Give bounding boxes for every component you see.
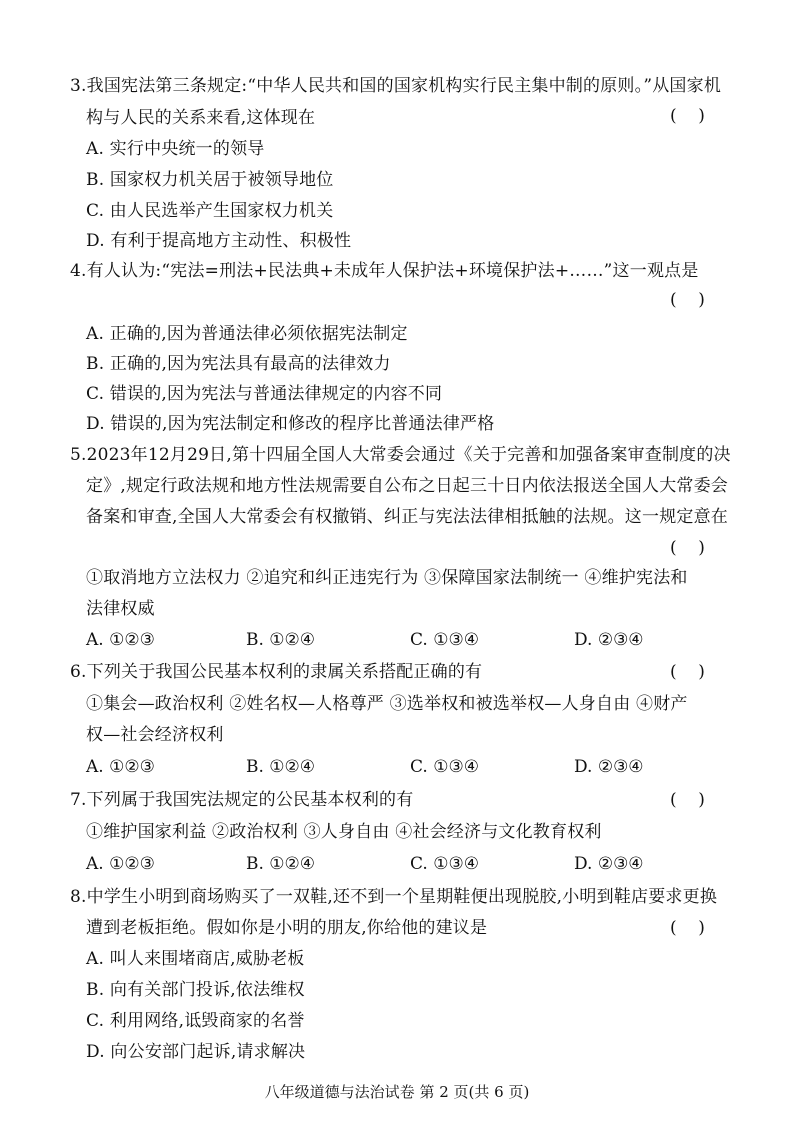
q4-option-b: B. 正确的,因为宪法具有最高的法律效力 — [86, 354, 391, 374]
q5-option-c: C. ①③④ — [410, 630, 479, 650]
q5-items-line2: 法律权威 — [86, 599, 155, 619]
q8-stem-line2: 遭到老板拒绝。假如你是小明的朋友,你给他的建议是 — [86, 918, 488, 938]
q3-answer-paren: ( ) — [670, 106, 705, 126]
q7-option-a: A. ①②③ — [86, 854, 155, 874]
q4-answer-paren: ( ) — [670, 290, 705, 310]
q8-option-c: C. 利用网络,诋毁商家的名誉 — [86, 1011, 305, 1031]
page-footer: 八年级道德与法治试卷 第 2 页(共 6 页) — [264, 1083, 530, 1101]
q7-items-line1: ①维护国家利益 ②政治权利 ③人身自由 ④社会经济与文化教育权利 — [86, 822, 602, 842]
q6-option-d: D. ②③④ — [574, 757, 644, 777]
q4-option-d: D. 错误的,因为宪法制定和修改的程序比普通法律严格 — [86, 414, 495, 434]
q7-answer-paren: ( ) — [670, 790, 705, 810]
q6-option-c: C. ①③④ — [410, 757, 479, 777]
q6-option-b: B. ①②④ — [246, 757, 316, 777]
q8-answer-paren: ( ) — [670, 918, 705, 938]
q3-stem-line2: 构与人民的关系来看,这体现在 — [86, 108, 316, 128]
q5-answer-paren: ( ) — [670, 538, 705, 558]
q5-option-a: A. ①②③ — [86, 630, 155, 650]
q3-option-a: A. 实行中央统一的领导 — [86, 139, 265, 159]
q5-stem-line1: 5.2023年12月29日,第十四届全国人大常委会通过《关于完善和加强备案审查制度的决 — [70, 445, 731, 465]
q3-option-d: D. 有利于提高地方主动性、积极性 — [86, 231, 352, 251]
q6-items-line2: 权—社会经济权利 — [86, 725, 224, 745]
q3-option-b: B. 国家权力机关居于被领导地位 — [86, 170, 334, 190]
q6-stem-line1: 6.下列关于我国公民基本权利的隶属关系搭配正确的有 — [70, 662, 483, 682]
q4-stem-line1: 4.有人认为:“宪法=刑法+民法典+未成年人保护法+环境保护法+……”这一观点是 — [70, 261, 699, 281]
q3-stem-line1: 3.我国宪法第三条规定:“中华人民共和国的国家机构实行民主集中制的原则。”从国家机 — [70, 76, 722, 96]
q5-stem-line2: 定》,规定行政法规和地方性法规需要自公布之日起三十日内依法报送全国人大常委会 — [86, 476, 729, 496]
q4-option-a: A. 正确的,因为普通法律必须依据宪法制定 — [86, 324, 408, 344]
q5-option-d: D. ②③④ — [574, 630, 644, 650]
q8-option-b: B. 向有关部门投诉,依法维权 — [86, 980, 305, 1000]
q7-option-d: D. ②③④ — [574, 854, 644, 874]
q8-option-a: A. 叫人来围堵商店,威胁老板 — [86, 949, 305, 969]
q5-stem-line3: 备案和审查,全国人大常委会有权撤销、纠正与宪法法律相抵触的法规。这一规定意在 — [86, 507, 729, 527]
q3-option-c: C. 由人民选举产生国家权力机关 — [86, 201, 334, 221]
q6-answer-paren: ( ) — [670, 662, 705, 682]
q7-option-b: B. ①②④ — [246, 854, 316, 874]
q6-option-a: A. ①②③ — [86, 757, 155, 777]
q6-items-line1: ①集会—政治权利 ②姓名权—人格尊严 ③选举权和被选举权—人身自由 ④财产 — [86, 694, 688, 714]
q7-option-c: C. ①③④ — [410, 854, 479, 874]
q8-stem-line1: 8.中学生小明到商场购买了一双鞋,还不到一个星期鞋便出现脱胶,小明到鞋店要求更换 — [70, 887, 718, 907]
q5-items-line1: ①取消地方立法权力 ②追究和纠正违宪行为 ③保障国家法制统一 ④维护宪法和 — [86, 568, 688, 588]
q7-stem-line1: 7.下列属于我国宪法规定的公民基本权利的有 — [70, 790, 414, 810]
q8-option-d: D. 向公安部门起诉,请求解决 — [86, 1042, 306, 1062]
q4-option-c: C. 错误的,因为宪法与普通法律规定的内容不同 — [86, 384, 443, 404]
q5-option-b: B. ①②④ — [246, 630, 316, 650]
